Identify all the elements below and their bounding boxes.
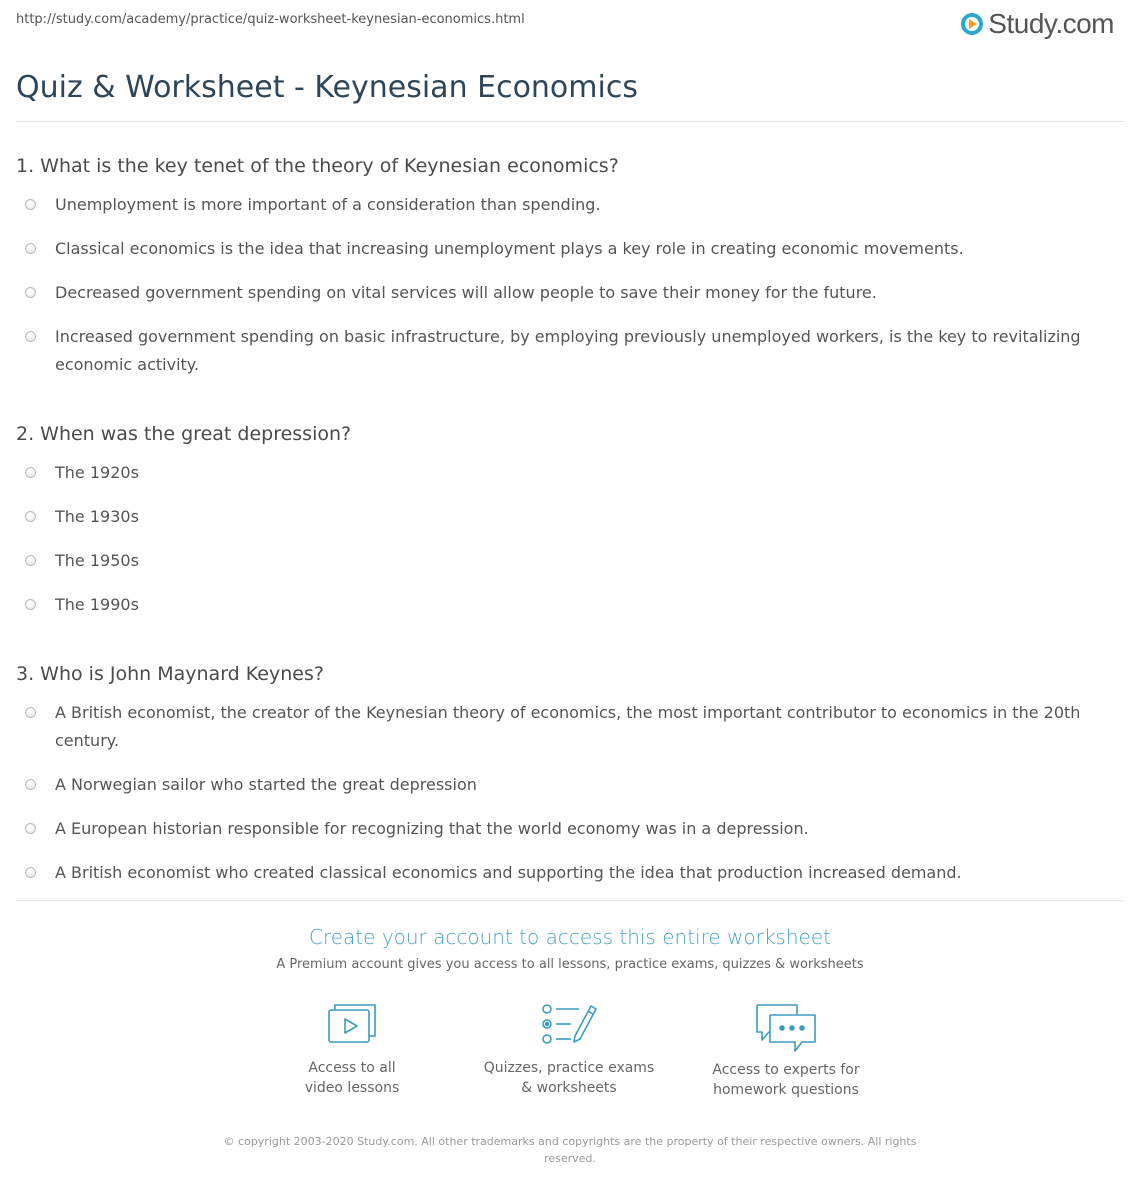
answer-text: Classical economics is the idea that increasing unemployment plays a key role in creating economic movements. bbox=[55, 239, 964, 258]
radio-button[interactable] bbox=[25, 555, 36, 566]
answer-text: The 1930s bbox=[55, 507, 139, 526]
feature-label-line: Quizzes, practice exams bbox=[483, 1060, 655, 1076]
question-2 bbox=[16, 423, 1124, 635]
answer-option[interactable] bbox=[16, 591, 1124, 619]
cta-divider bbox=[16, 900, 1124, 901]
feature-label-line: & worksheets bbox=[521, 1080, 617, 1096]
answer-option[interactable] bbox=[16, 815, 1124, 843]
radio-button[interactable] bbox=[25, 467, 36, 478]
answer-text: The 1990s bbox=[55, 595, 139, 614]
radio-button[interactable] bbox=[25, 867, 36, 878]
answer-option[interactable] bbox=[16, 699, 1124, 755]
question-1 bbox=[16, 155, 1124, 395]
answer-text: Increased government spending on basic infrastructure, by employing previously unemployed workers, is the key to revitalizing economic activity. bbox=[55, 327, 1081, 374]
radio-button[interactable] bbox=[25, 199, 36, 210]
premium-features bbox=[0, 1002, 1140, 1112]
feature-label-line: Access to experts for bbox=[712, 1062, 860, 1078]
answer-text: A British economist who created classical economics and supporting the idea that production increased demand. bbox=[55, 863, 962, 882]
cta-subtitle: A Premium account gives you access to all lessons, practice exams, quizzes & worksheets bbox=[276, 957, 864, 972]
answer-text: The 1950s bbox=[55, 551, 139, 570]
radio-button[interactable] bbox=[25, 779, 36, 790]
feature-label-line: Access to all bbox=[308, 1060, 396, 1076]
radio-button[interactable] bbox=[25, 511, 36, 522]
answer-text: A European historian responsible for recognizing that the world economy was in a depression. bbox=[55, 819, 809, 838]
answer-option[interactable] bbox=[16, 323, 1124, 379]
answer-option[interactable] bbox=[16, 191, 1124, 219]
answer-text: A Norwegian sailor who started the great depression bbox=[55, 775, 477, 794]
radio-button[interactable] bbox=[25, 823, 36, 834]
copyright-line: © copyright 2003-2020 Study.com. All other trademarks and copyrights are the property of their respective owners. All rights bbox=[223, 1135, 917, 1148]
question-3 bbox=[16, 663, 1124, 903]
question-text: 3. Who is John Maynard Keynes? bbox=[16, 663, 324, 685]
page-url: http://study.com/academy/practice/quiz-worksheet-keynesian-economics.html bbox=[16, 12, 525, 27]
copyright-notice bbox=[210, 1133, 930, 1167]
radio-button[interactable] bbox=[25, 707, 36, 718]
chat-bubbles-icon bbox=[754, 1002, 818, 1054]
answer-text: Unemployment is more important of a consideration than spending. bbox=[55, 195, 601, 214]
radio-button[interactable] bbox=[25, 599, 36, 610]
play-circle-logo-icon bbox=[961, 13, 983, 35]
feature-quizzes bbox=[469, 1002, 669, 1098]
answer-option[interactable] bbox=[16, 771, 1124, 799]
question-text: 1. What is the key tenet of the theory of Keynesian economics? bbox=[16, 155, 619, 177]
answer-option[interactable] bbox=[16, 859, 1124, 887]
answer-text: The 1920s bbox=[55, 463, 139, 482]
quiz-checklist-icon bbox=[541, 1002, 597, 1046]
study-logo[interactable] bbox=[961, 8, 1114, 40]
radio-button[interactable] bbox=[25, 243, 36, 254]
feature-label bbox=[252, 1058, 452, 1098]
answer-text: A British economist, the creator of the Keynesian theory of economics, the most important contributor to economics in the 20th century. bbox=[55, 703, 1081, 750]
feature-experts bbox=[686, 1002, 886, 1100]
feature-label-line: homework questions bbox=[713, 1082, 859, 1098]
answer-option[interactable] bbox=[16, 279, 1124, 307]
feature-video-lessons bbox=[252, 1002, 452, 1098]
answer-text: Decreased government spending on vital services will allow people to save their money for the future. bbox=[55, 283, 877, 302]
radio-button[interactable] bbox=[25, 331, 36, 342]
logo-text: Study.com bbox=[988, 8, 1114, 39]
feature-label-line: video lessons bbox=[304, 1080, 400, 1096]
page-title: Quiz & Worksheet - Keynesian Economics bbox=[16, 70, 638, 105]
answer-option[interactable] bbox=[16, 503, 1124, 531]
answer-option[interactable] bbox=[16, 459, 1124, 487]
question-text: 2. When was the great depression? bbox=[16, 423, 352, 445]
signup-cta bbox=[0, 925, 1140, 972]
video-lessons-icon bbox=[326, 1002, 378, 1046]
answer-option[interactable] bbox=[16, 547, 1124, 575]
top-bar bbox=[0, 0, 1140, 50]
copyright-line: reserved. bbox=[544, 1152, 596, 1165]
title-divider bbox=[16, 121, 1124, 122]
cta-title-link[interactable]: Create your account to access this entire worksheet bbox=[309, 925, 831, 949]
feature-label bbox=[686, 1060, 886, 1100]
feature-label bbox=[469, 1058, 669, 1098]
radio-button[interactable] bbox=[25, 287, 36, 298]
answer-option[interactable] bbox=[16, 235, 1124, 263]
